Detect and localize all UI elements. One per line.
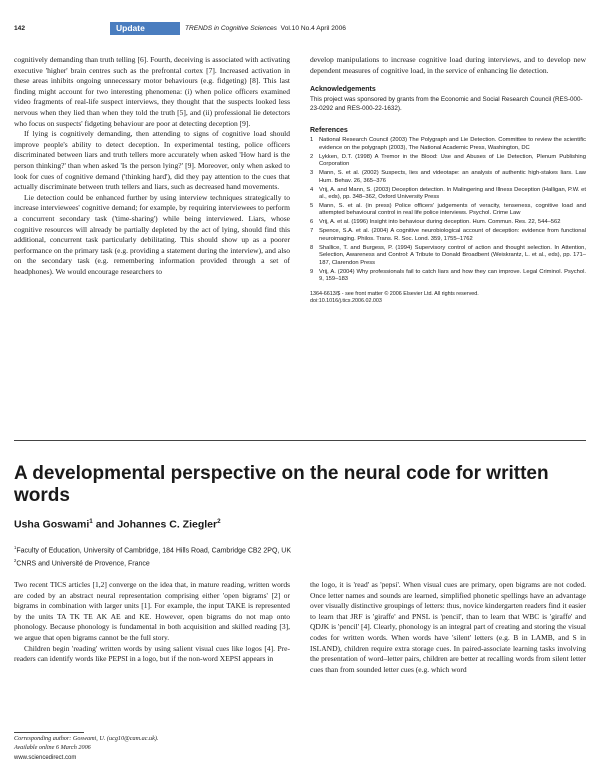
affiliation-1: $^1$Faculty of Education, University of Cambridge, 184 Hills Road, Cambridge CB2 2PQ, UK [14,545,292,555]
author-line [14,518,221,531]
reference-item: 4 Vrij, A. and Mann, S. (2003) Deception detection. In Malingering and Illness Deception (Halligan, P.W. et al., eds), pp. 348–362, Oxford University Press [310,186,586,201]
footnote-area [14,732,290,761]
previous-article-left-column [14,55,290,277]
author-conjunction: and [95,518,115,531]
reference-item: 2 Lykken, D.T. (1998) A Tremor in the Blood: Use and Abuses of Lie Detection, Plenum Publishing Corporation [310,153,586,168]
article-title: A developmental perspective on the neural code for written words [14,463,549,506]
reference-list [310,137,586,283]
issn-line: 1364-6613/$ - see front matter © 2006 Elsevier Ltd. All rights reserved. [310,290,479,297]
body-paragraph: the logo, it is 'read' as 'pepsi'. When visual cues are primary, open bigrams are not coded. Once letter names and sounds are learned, simplified phonetic spellings have an advantage over visually distinctive groupings of letters: thus, novice kindergarten readers find it easier to learn that JRF is 'giraffe' and PNSL is 'pencil', than to learn that WBC is 'giraffe' and QDJK is 'pencil' [4]. Clearly, phonology is an integral part of creating and storing the visual codes for written words. When words have 'silent' letters (e.g. B in LAMB, and S in ISLAND), children require extra storage cues. In paired-associate learning tasks involving the presentation of word–letter pairs, children are better at recalling words from silent letter cues than from sounded letter cues (e.g. which word [310,580,586,674]
corresponding-author-note: Corresponding author: Goswami, U. (ucg10@cam.ac.uk). [14,735,159,742]
author-name: Usha Goswami [14,518,90,531]
author-affiliation-marker: 1 [89,518,93,525]
acknowledgements-text: This project was sponsored by grants from the Economic and Social Research Council (RES-000-23-0292 and RES-000-22-1632). [310,96,583,112]
body-paragraph: Children begin 'reading' written words by using salient visual cues like logos [4]. Pre-readers can identify words like PEPSI in a logo, but if the non-word XEPSI appears in [14,643,290,664]
acknowledgements-heading: Acknowledgements [310,86,376,94]
doi-link[interactable]: doi:10.1016/j.tics.2006.02.003 [310,298,382,305]
body-paragraph: Lie detection could be enhanced further by using interview techniques strategically to increase interviewees' cognitive demand; for example, by requiring interviewees to perform a concurrent secondary task ('time-sharing') while being interviewed. Liars, whose cognitive resources will already be partially depleted by the act of lying, should find this additional, concurrent task particularly debilitating. This should show up as a poorer performance on the primary task (e.g. providing a statement during the interview), and also on the secondary task (e.g. remembering information provided through a set of headphones). We would encourage researchers to [14,192,290,276]
reference-item: 7 Spence, S.A. et al. (2004) A cognitive neurobiological account of deception: evidence from functional neuroimaging. Philos. Trans. R. Soc. Lond. 359, 1755–1762 [310,228,586,242]
affiliations [14,543,291,570]
references-heading: References [310,127,348,135]
author-affiliation-marker: 2 [217,518,221,525]
body-paragraph: cognitively demanding than truth telling [6]. Fourth, deceiving is associated with activating executive 'higher' brain centres such as the prefrontal cortex [7]. Increased activation in these areas inhibits ongoing unnecessary motor behaviours (e.g. fidgeting) [8]. This last finding might account for two interesting phenomena: (i) when police officers examined video fragments of real-life suspect interviews, they thought that the suspects looked less nervous when they lied than when they told the truth [5], and (ii) professional lie detectors who focus on suspects' fidgeting behaviour are poor at detecting deception [9]. [14,55,290,128]
body-paragraph: Two recent TICS articles [1,2] converge on the idea that, in mature reading, written words are coded by an abstract neural representation comprising either 'open bigrams' [2] or bigrams in combination with larger units [1]. For example, the input TAKE is represented by the units TA TK TE AK AE and KE. However, open bigrams do not map onto phonology. Because phonology is fundamental in both acquisition and skilled reading [3], we argue that open bigrams cannot be the full story. [14,580,290,642]
article-right-column [310,580,586,675]
available-online-note: Available online 6 March 2006 [14,743,91,751]
journal-volume: Vol.10 No.4 April 2006 [280,25,346,32]
reference-item: 1 National Research Council (2003) The Polygraph and Lie Detection. Committee to review the scientific evidence on the polygraph (2003), The National Academic Press, Washington, DC [310,137,586,151]
body-paragraph: If lying is cognitively demanding, then attending to signs of cognitive load should improve people's ability to detect deception. In experimental testing, police officers discriminated between liars and truth tellers more accurately when asked 'How hard is the person thinking?' than when asked 'Is the person lying?' [9]. Moreover, only when asked to look for cues of cognitive demand ('thinking hard'), did they pay attention to the cues that actually discriminate between truth tellers and liars, such as decreased hand movements. [14,129,290,192]
running-header [0,22,600,36]
reference-item: 9 Vrij, A. (2004) Why professionals fail to catch liars and how they can improve. Legal Criminol. Psychol. 9, 159–183 [310,268,586,282]
section-divider [14,440,586,441]
reference-item: 5 Mann, S. et al. (in press) Police officers' judgements of veracity, tenseness, cognitive load and attempted behavioural control in real life police interviews. Psychol. Crime Law [310,202,586,217]
closing-paragraph: develop manipulations to increase cognitive load during interviews, and to develop new dependent measures of cognitive load, in the service of enhancing lie detection. [310,55,586,75]
affiliation-2: $^2$CNRS and Université de Provence, France [14,558,150,568]
journal-name: TRENDS in Cognitive Sciences [185,25,277,32]
reference-item: 8 Shallice, T. and Burgess, P. (1994) Supervisory control of action and thought selection. In Attention, Selection, Awareness and Control: A Tribute to Donald Broadbent (Weiskrantz, L. et al., eds), pp. 171–187, Clarendon Press [310,244,586,266]
website-link[interactable]: www.sciencedirect.com [14,755,77,762]
author-name: Johannes C. Ziegler [117,518,218,531]
section-badge: Update [110,22,180,35]
article-left-column [14,580,290,665]
reference-item: 3 Mann, S. et al. (2002) Suspects, lies and videotape: an analysis of authentic high-stakes liars. Law Hum. Behav. 26, 365–376 [310,170,586,184]
journal-info [185,25,346,32]
previous-article-right-column [310,55,586,306]
footnote-rule [14,732,84,733]
page-number: 142 [14,25,26,32]
reference-item: 6 Vrij, A. et al. (1996) Insight into behaviour during deception. Hum. Commun. Res. 22, 544–562 [310,219,561,226]
